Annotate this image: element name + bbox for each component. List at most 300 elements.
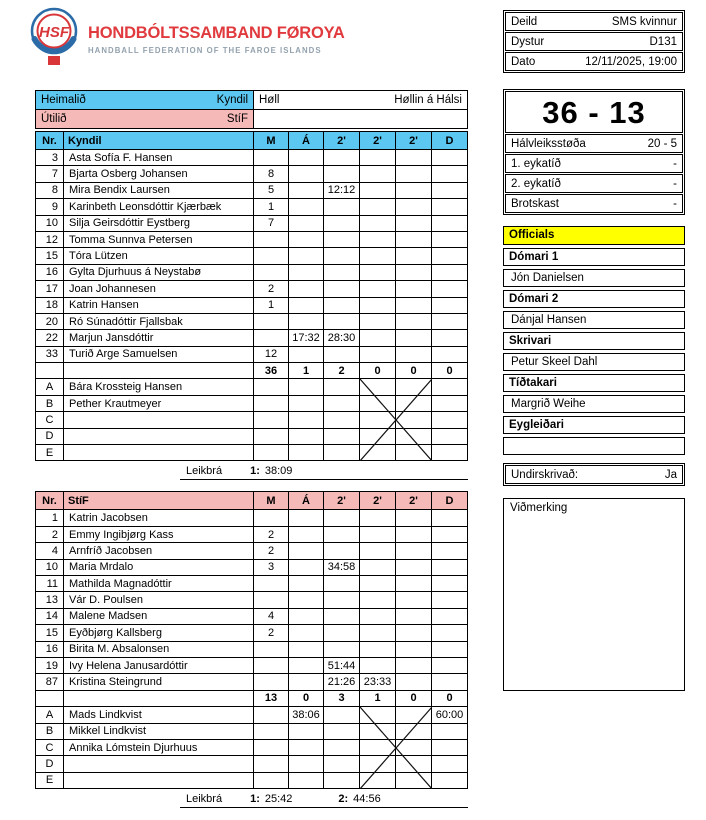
stat-cell — [432, 313, 468, 329]
stat-cell — [360, 641, 396, 657]
stat-cell — [432, 723, 468, 739]
team-official-row — [36, 412, 468, 428]
player-row — [36, 231, 468, 247]
player-name: Birita M. Absalonsen — [64, 641, 254, 657]
stat-cell — [324, 428, 360, 444]
player-name: Joan Johannesen — [64, 281, 254, 297]
stat-cell — [396, 346, 432, 362]
stat-cell — [360, 756, 396, 772]
stat-cell — [432, 215, 468, 231]
stat-cell: 3 — [254, 559, 289, 575]
stat-cell: 12 — [254, 346, 289, 362]
player-row — [36, 526, 468, 542]
player-number: 16 — [36, 264, 64, 280]
score-value: - — [673, 177, 677, 190]
stat-cell — [360, 608, 396, 624]
stat-cell — [254, 445, 289, 461]
player-row — [36, 346, 468, 362]
stat-cell — [432, 281, 468, 297]
official-letter: E — [36, 772, 64, 788]
stat-cell: 5 — [254, 182, 289, 198]
player-row — [36, 248, 468, 264]
stat-cell — [360, 199, 396, 215]
meta-value: SMS kvinnur — [611, 15, 677, 28]
total-cell: 0 — [396, 363, 432, 379]
team-official-row — [36, 379, 468, 395]
stat-cell — [324, 707, 360, 723]
away-roster-table — [35, 491, 468, 789]
player-name: Silja Geirsdóttir Eystberg — [64, 215, 254, 231]
column-header: 2' — [360, 132, 396, 150]
stat-cell — [432, 248, 468, 264]
player-number: 7 — [36, 166, 64, 182]
player-number: 11 — [36, 575, 64, 591]
home-label: Heimalið — [41, 94, 86, 106]
stat-cell — [360, 150, 396, 166]
officials-panel — [503, 226, 685, 455]
empty-cell — [36, 690, 64, 706]
official-name — [64, 445, 254, 461]
stat-cell — [324, 641, 360, 657]
stat-cell: 2 — [254, 625, 289, 641]
player-name: Vár D. Poulsen — [64, 592, 254, 608]
stat-cell — [324, 166, 360, 182]
stat-cell — [254, 395, 289, 411]
stat-cell — [396, 510, 432, 526]
official-name — [64, 428, 254, 444]
stat-cell — [324, 346, 360, 362]
stat-cell — [432, 346, 468, 362]
stat-cell — [432, 166, 468, 182]
stat-cell — [324, 592, 360, 608]
official-role: Tíðtakari — [503, 374, 685, 393]
stat-cell — [360, 330, 396, 346]
team-name-header: Kyndil — [64, 132, 254, 150]
signature-value: Ja — [664, 468, 677, 481]
stat-cell — [254, 707, 289, 723]
player-row — [36, 674, 468, 690]
stat-cell — [396, 248, 432, 264]
period-number: 1: — [250, 465, 260, 478]
score-row — [505, 134, 683, 153]
player-row — [36, 166, 468, 182]
stat-cell — [289, 379, 324, 395]
stat-cell — [289, 756, 324, 772]
official-letter: C — [36, 412, 64, 428]
stat-cell — [432, 182, 468, 198]
meta-value: 12/11/2025, 19:00 — [585, 55, 677, 68]
column-header: D — [432, 132, 468, 150]
stat-cell — [396, 608, 432, 624]
official-name — [64, 756, 254, 772]
score-box — [503, 89, 685, 215]
player-row — [36, 657, 468, 673]
player-name: Asta Sofía F. Hansen — [64, 150, 254, 166]
player-number: 17 — [36, 281, 64, 297]
player-row — [36, 215, 468, 231]
official-role: Dómari 2 — [503, 290, 685, 309]
stat-cell — [432, 739, 468, 755]
stat-cell — [396, 215, 432, 231]
player-number: 8 — [36, 182, 64, 198]
stat-cell: 7 — [254, 215, 289, 231]
stat-cell — [396, 150, 432, 166]
stat-cell — [396, 739, 432, 755]
stat-cell — [289, 575, 324, 591]
score-label: 2. eykatíð — [511, 177, 561, 190]
stat-cell — [289, 215, 324, 231]
official-name — [64, 772, 254, 788]
column-header: Nr. — [36, 492, 64, 510]
player-number: 22 — [36, 330, 64, 346]
column-header: 2' — [360, 492, 396, 510]
stat-cell — [289, 199, 324, 215]
player-row — [36, 625, 468, 641]
stat-cell: 21:26 — [324, 674, 360, 690]
stat-cell: 34:58 — [324, 559, 360, 575]
stat-cell — [289, 150, 324, 166]
stat-cell — [360, 264, 396, 280]
stat-cell — [289, 412, 324, 428]
stat-cell: 23:33 — [360, 674, 396, 690]
stat-cell — [360, 575, 396, 591]
stat-cell — [254, 592, 289, 608]
stat-cell — [360, 723, 396, 739]
player-row — [36, 559, 468, 575]
stat-cell — [289, 739, 324, 755]
total-cell: 0 — [432, 690, 468, 706]
stat-cell — [254, 674, 289, 690]
team-official-row — [36, 756, 468, 772]
stat-cell — [324, 248, 360, 264]
stat-cell — [254, 231, 289, 247]
player-row — [36, 313, 468, 329]
stat-cell — [432, 641, 468, 657]
stat-cell — [432, 264, 468, 280]
stat-cell — [254, 313, 289, 329]
stat-cell: 1 — [254, 297, 289, 313]
stat-cell: 1 — [254, 199, 289, 215]
team-official-row — [36, 395, 468, 411]
stat-cell — [324, 723, 360, 739]
player-number: 9 — [36, 199, 64, 215]
stat-cell — [289, 445, 324, 461]
player-name: Gylta Djurhuus á Neystabø — [64, 264, 254, 280]
remarks-box — [503, 498, 685, 691]
stat-cell — [396, 575, 432, 591]
official-role: Dómari 1 — [503, 248, 685, 267]
player-number: 14 — [36, 608, 64, 624]
stat-cell — [432, 657, 468, 673]
player-number: 3 — [36, 150, 64, 166]
stat-cell — [360, 592, 396, 608]
stat-cell — [432, 608, 468, 624]
stat-cell — [324, 739, 360, 755]
stat-cell — [360, 395, 396, 411]
stat-cell — [254, 641, 289, 657]
official-name: Margrið Weihe — [503, 395, 685, 414]
stat-cell — [396, 445, 432, 461]
column-header: M — [254, 132, 289, 150]
stat-cell — [360, 445, 396, 461]
signature-label: Undirskrivað: — [511, 468, 579, 481]
column-header: D — [432, 492, 468, 510]
official-name: Pether Krautmeyer — [64, 395, 254, 411]
player-row — [36, 182, 468, 198]
stat-cell — [324, 150, 360, 166]
player-name: Karinbeth Leonsdóttir Kjærbæk — [64, 199, 254, 215]
stat-cell — [324, 215, 360, 231]
meta-row — [505, 12, 683, 31]
stat-cell — [396, 707, 432, 723]
official-letter: C — [36, 739, 64, 755]
stat-cell: 2 — [254, 526, 289, 542]
away-team-name: StíF — [226, 113, 248, 125]
stat-cell — [432, 150, 468, 166]
stat-cell — [396, 428, 432, 444]
stat-cell: 60:00 — [432, 707, 468, 723]
stat-cell — [432, 379, 468, 395]
stat-cell — [396, 395, 432, 411]
official-role: Eygleiðari — [503, 416, 685, 435]
stat-cell — [396, 592, 432, 608]
official-letter: E — [36, 445, 64, 461]
player-row — [36, 264, 468, 280]
stat-cell — [324, 543, 360, 559]
meta-row — [505, 52, 683, 71]
player-name: Bjarta Osberg Johansen — [64, 166, 254, 182]
stat-cell — [432, 575, 468, 591]
stat-cell — [254, 412, 289, 428]
stat-cell — [324, 231, 360, 247]
player-row — [36, 330, 468, 346]
period-time: 38:09 — [264, 465, 293, 478]
team-official-row — [36, 445, 468, 461]
totals-row — [36, 363, 468, 379]
hsf-logo-icon — [28, 6, 80, 73]
stat-cell — [289, 723, 324, 739]
stat-cell — [396, 182, 432, 198]
stat-cell — [324, 575, 360, 591]
player-number: 10 — [36, 215, 64, 231]
player-name: Kristina Steingrund — [64, 674, 254, 690]
score-label: 1. eykatíð — [511, 157, 561, 170]
logo-letters: HSF — [39, 24, 69, 41]
player-row — [36, 281, 468, 297]
player-name: Katrin Jacobsen — [64, 510, 254, 526]
stat-cell — [289, 772, 324, 788]
player-row — [36, 199, 468, 215]
player-number: 33 — [36, 346, 64, 362]
stat-cell — [396, 313, 432, 329]
official-letter: D — [36, 756, 64, 772]
official-letter: B — [36, 723, 64, 739]
official-name: Mikkel Lindkvist — [64, 723, 254, 739]
player-name: Eyðbjørg Kallsberg — [64, 625, 254, 641]
player-name: Turið Arge Samuelsen — [64, 346, 254, 362]
stat-cell — [324, 281, 360, 297]
stat-cell — [324, 199, 360, 215]
total-cell: 0 — [289, 690, 324, 706]
stat-cell — [289, 313, 324, 329]
score-row — [505, 174, 683, 193]
stat-cell — [432, 395, 468, 411]
stat-cell: 17:32 — [289, 330, 324, 346]
stat-cell — [289, 674, 324, 690]
empty-cell — [64, 363, 254, 379]
score-label: Brotskast — [511, 197, 559, 210]
column-header: 2' — [396, 132, 432, 150]
stat-cell — [360, 166, 396, 182]
final-score: 36 - 13 — [505, 91, 683, 133]
player-number: 15 — [36, 248, 64, 264]
stat-cell — [254, 739, 289, 755]
stat-cell — [289, 346, 324, 362]
stat-cell — [360, 625, 396, 641]
signature-box — [503, 463, 685, 486]
stat-cell — [324, 313, 360, 329]
stat-cell — [289, 281, 324, 297]
stat-cell: 8 — [254, 166, 289, 182]
stat-cell — [432, 674, 468, 690]
official-name — [64, 412, 254, 428]
away-label: Útilið — [41, 113, 67, 125]
official-role: Skrivari — [503, 332, 685, 351]
stat-cell — [360, 510, 396, 526]
column-header: Á — [289, 132, 324, 150]
stat-cell — [289, 264, 324, 280]
official-letter: A — [36, 379, 64, 395]
total-cell: 0 — [360, 363, 396, 379]
hall-cell — [254, 91, 468, 110]
stat-cell — [360, 559, 396, 575]
stat-cell — [396, 641, 432, 657]
player-number: 4 — [36, 543, 64, 559]
player-number: 1 — [36, 510, 64, 526]
stat-cell — [289, 559, 324, 575]
stat-cell — [396, 723, 432, 739]
score-value: 20 - 5 — [647, 137, 677, 150]
official-letter: A — [36, 707, 64, 723]
stat-cell — [324, 510, 360, 526]
stat-cell — [360, 428, 396, 444]
away-team-cell — [36, 110, 254, 129]
player-row — [36, 297, 468, 313]
stat-cell — [254, 756, 289, 772]
away-game-break-line — [180, 792, 468, 808]
period-number: 1: — [250, 793, 260, 806]
hall-label: Høll — [259, 94, 280, 106]
stat-cell — [432, 297, 468, 313]
federation-subtitle: HANDBALL FEDERATION OF THE FAROE ISLANDS — [88, 46, 322, 55]
stat-cell — [289, 395, 324, 411]
stat-cell — [289, 182, 324, 198]
player-name: Ró Súnadóttir Fjallsbak — [64, 313, 254, 329]
remarks-label: Viðmerking — [510, 502, 568, 514]
total-cell: 1 — [289, 363, 324, 379]
score-row — [505, 194, 683, 213]
total-cell: 0 — [432, 363, 468, 379]
stat-cell — [396, 625, 432, 641]
stat-cell — [254, 575, 289, 591]
column-header: Á — [289, 492, 324, 510]
stat-cell — [396, 526, 432, 542]
stat-cell — [432, 543, 468, 559]
stat-cell — [396, 412, 432, 428]
official-name: Dánjal Hansen — [503, 311, 685, 330]
official-name: Petur Skeel Dahl — [503, 353, 685, 372]
total-cell: 0 — [396, 690, 432, 706]
stat-cell — [360, 281, 396, 297]
stat-cell — [396, 559, 432, 575]
total-cell: 36 — [254, 363, 289, 379]
stat-cell — [396, 657, 432, 673]
stat-cell — [360, 526, 396, 542]
stat-cell — [289, 641, 324, 657]
stat-cell — [432, 199, 468, 215]
stat-cell — [324, 526, 360, 542]
player-number: 15 — [36, 625, 64, 641]
home-team-cell — [36, 91, 254, 110]
column-header: 2' — [324, 132, 360, 150]
stat-cell — [360, 657, 396, 673]
stat-cell — [360, 707, 396, 723]
stat-cell — [324, 772, 360, 788]
stat-cell — [396, 297, 432, 313]
player-number: 16 — [36, 641, 64, 657]
total-cell: 2 — [324, 363, 360, 379]
summary-column — [503, 10, 685, 691]
stat-cell: 28:30 — [324, 330, 360, 346]
stat-cell — [254, 772, 289, 788]
home-roster-section — [35, 131, 471, 480]
player-row — [36, 510, 468, 526]
empty-cell — [254, 110, 468, 129]
stat-cell — [396, 756, 432, 772]
stat-cell — [254, 379, 289, 395]
stat-cell — [432, 625, 468, 641]
stat-cell: 2 — [254, 543, 289, 559]
score-value: - — [673, 157, 677, 170]
stat-cell — [360, 248, 396, 264]
player-number: 2 — [36, 526, 64, 542]
stat-cell — [396, 772, 432, 788]
player-name: Arnfríð Jacobsen — [64, 543, 254, 559]
stat-cell — [432, 445, 468, 461]
player-row — [36, 608, 468, 624]
column-header: M — [254, 492, 289, 510]
stat-cell — [360, 215, 396, 231]
empty-cell — [64, 690, 254, 706]
period-time: 44:56 — [353, 793, 381, 806]
stat-cell — [289, 543, 324, 559]
stat-cell — [432, 756, 468, 772]
player-name: Tomma Sunnva Petersen — [64, 231, 254, 247]
home-team-name: Kyndil — [216, 94, 248, 106]
stat-cell — [254, 657, 289, 673]
stat-cell — [289, 657, 324, 673]
stat-cell — [324, 445, 360, 461]
stat-cell: 4 — [254, 608, 289, 624]
stat-cell — [324, 756, 360, 772]
stat-cell — [324, 297, 360, 313]
officials-title: Officials — [503, 226, 685, 245]
rosters-column — [35, 90, 471, 808]
federation-name: HONDBÓLTSSAMBAND FØROYA — [88, 24, 345, 42]
meta-label: Dystur — [511, 35, 545, 48]
total-cell: 1 — [360, 690, 396, 706]
total-cell: 13 — [254, 690, 289, 706]
